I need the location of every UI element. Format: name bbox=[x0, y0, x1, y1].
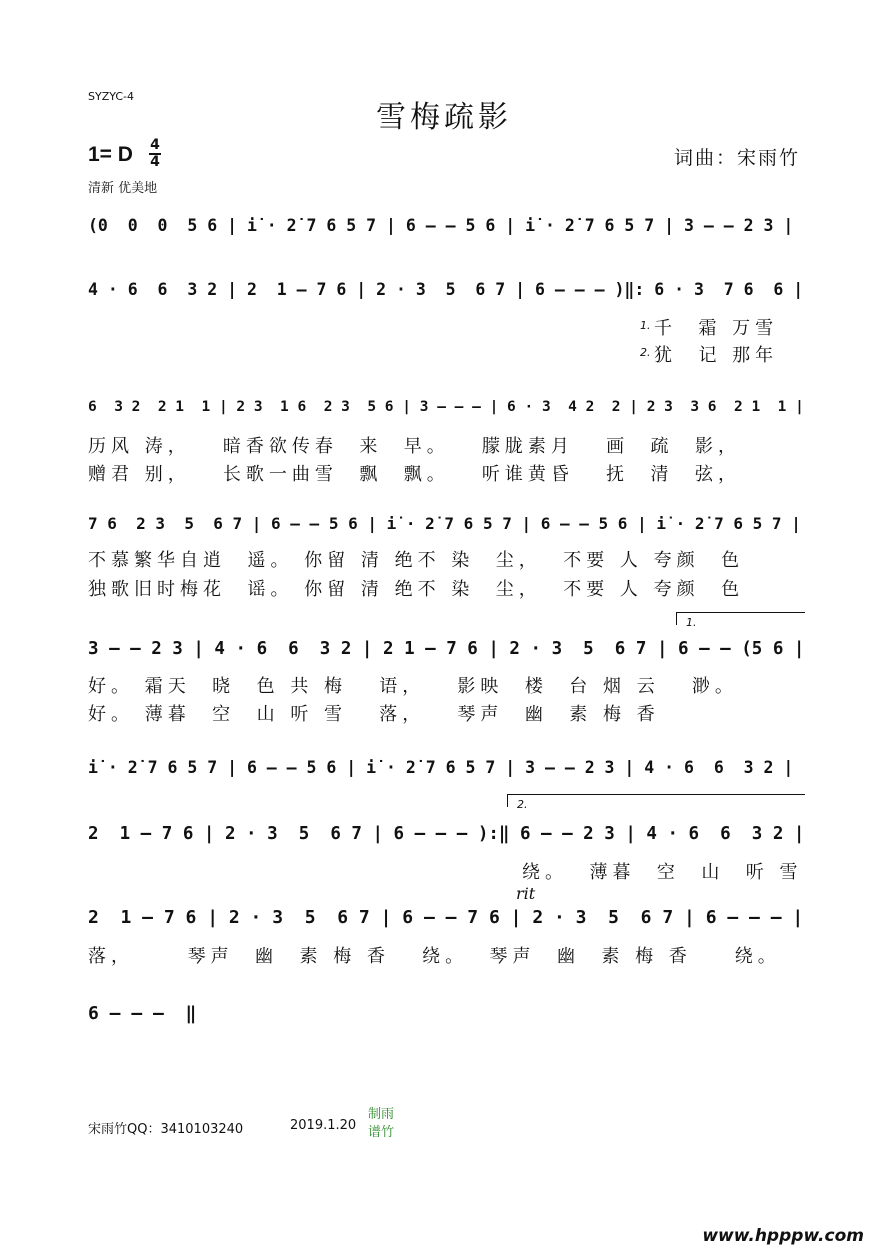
time-bottom: 4 bbox=[150, 154, 160, 170]
song-title: 雪梅疏影 bbox=[376, 100, 512, 135]
notation-row-8: 2 1 – 7 6 | 2 · 3 5 6 7 | 6 – – 7 6 | 2 · 3 5 6 7 | 6 – – – | bbox=[88, 906, 804, 928]
notation-row-5: 3 – – 2 3 | 4 · 6 6 3 2 | 2 1 – 7 6 | 2 · 3 5 6 7 | 6 – – (5 6 | bbox=[88, 639, 805, 659]
expression-mark: 清新 优美地 bbox=[88, 181, 158, 196]
contact-info: 宋雨竹QQ：3410103240 bbox=[88, 1122, 244, 1137]
key-signature: 1= D bbox=[88, 143, 133, 166]
ritardando-mark: rit bbox=[516, 884, 536, 903]
notation-row-4: 7 6 2 3 5 6 7 | 6 – – 5 6 | i̇ · 2̇ 7 6 5 7 | 6 – – 5 6 | i̇ · 2̇ 7 6 5 7 | bbox=[88, 513, 801, 533]
score-code: SYZYC-4 bbox=[88, 90, 135, 103]
lyric-line-3b: 独歌旧时梅花 谣。 你留 清 绝不 染 尘， 不要 人 夸颜 色 bbox=[88, 579, 745, 600]
lyric-intro-1: 千 霜 万雪 bbox=[654, 318, 779, 339]
notation-row-6: i̇ · 2̇ 7 6 5 7 | 6 – – 5 6 | i̇ · 2̇ 7 6 5 7 | 3 – – 2 3 | 4 · 6 6 3 2 | bbox=[88, 757, 794, 777]
lyric-line-2b: 赠君 别， 长歌一曲雪 飘 飘。 听谁黄昏 抚 清 弦， bbox=[88, 464, 741, 485]
volta-1-label: 1. bbox=[686, 616, 697, 629]
notation-row-1: (0 0 0 5 6 | i̇ · 2̇ 7 6 5 7 | 6 – – 5 6 | i̇ · 2̇ 7 6 5 7 | 3 – – 2 3 | bbox=[88, 215, 794, 235]
lyric-line-4a: 好。 霜天 晓 色 共 梅 语， 影映 楼 台 烟 云 渺。 bbox=[88, 676, 738, 697]
time-top: 4 bbox=[150, 137, 160, 153]
lyric-line-2a: 历风 涛， 暗香欲传春 来 早。 朦胧素月 画 疏 影， bbox=[88, 436, 741, 457]
score-date: 2019.1.20 bbox=[290, 1118, 357, 1133]
author-credit: 词曲：宋雨竹 bbox=[673, 147, 800, 169]
verse-number-1: 1. bbox=[640, 319, 651, 332]
verse-number-2: 2. bbox=[640, 346, 651, 359]
time-signature bbox=[148, 138, 162, 170]
volta-2-label: 2. bbox=[517, 798, 528, 811]
volta-2-bracket bbox=[507, 794, 805, 807]
watermark-url: www.hpppw.com bbox=[702, 1226, 864, 1246]
notation-row-3: 6 3 2 2 1 1 | 2 3 1 6 2 3 5 6 | 3 – – – | 6 · 3 4 2 2 | 2 3 3 6 2 1 1 | bbox=[88, 399, 804, 415]
lyric-line-6: 绕。 薄暮 空 山 听 雪 bbox=[522, 862, 803, 883]
lyric-line-4b: 好。 薄暮 空 山 听 雪 落， 琴声 幽 素 梅 香 bbox=[88, 704, 660, 725]
lyric-line-3a: 不慕繁华自逍 遥。 你留 清 绝不 染 尘， 不要 人 夸颜 色 bbox=[88, 550, 745, 571]
notation-row-2: 4 · 6 6 3 2 | 2 1 – 7 6 | 2 · 3 5 6 7 | 6 – – – )‖: 6 · 3 7 6 6 | bbox=[88, 279, 804, 299]
notation-row-7: 2 1 – 7 6 | 2 · 3 5 6 7 | 6 – – – ):‖ 6 – – 2 3 | 4 · 6 6 3 2 | bbox=[88, 824, 805, 844]
notation-row-9: 6 – – – ‖ bbox=[88, 1002, 197, 1024]
lyric-line-7: 落， 琴声 幽 素 梅 香 绕。 琴声 幽 素 梅 香 绕。 bbox=[88, 946, 781, 967]
engraver-stamp: 制雨谱竹 bbox=[368, 1107, 395, 1140]
lyric-intro-2: 犹 记 那年 bbox=[654, 345, 779, 366]
